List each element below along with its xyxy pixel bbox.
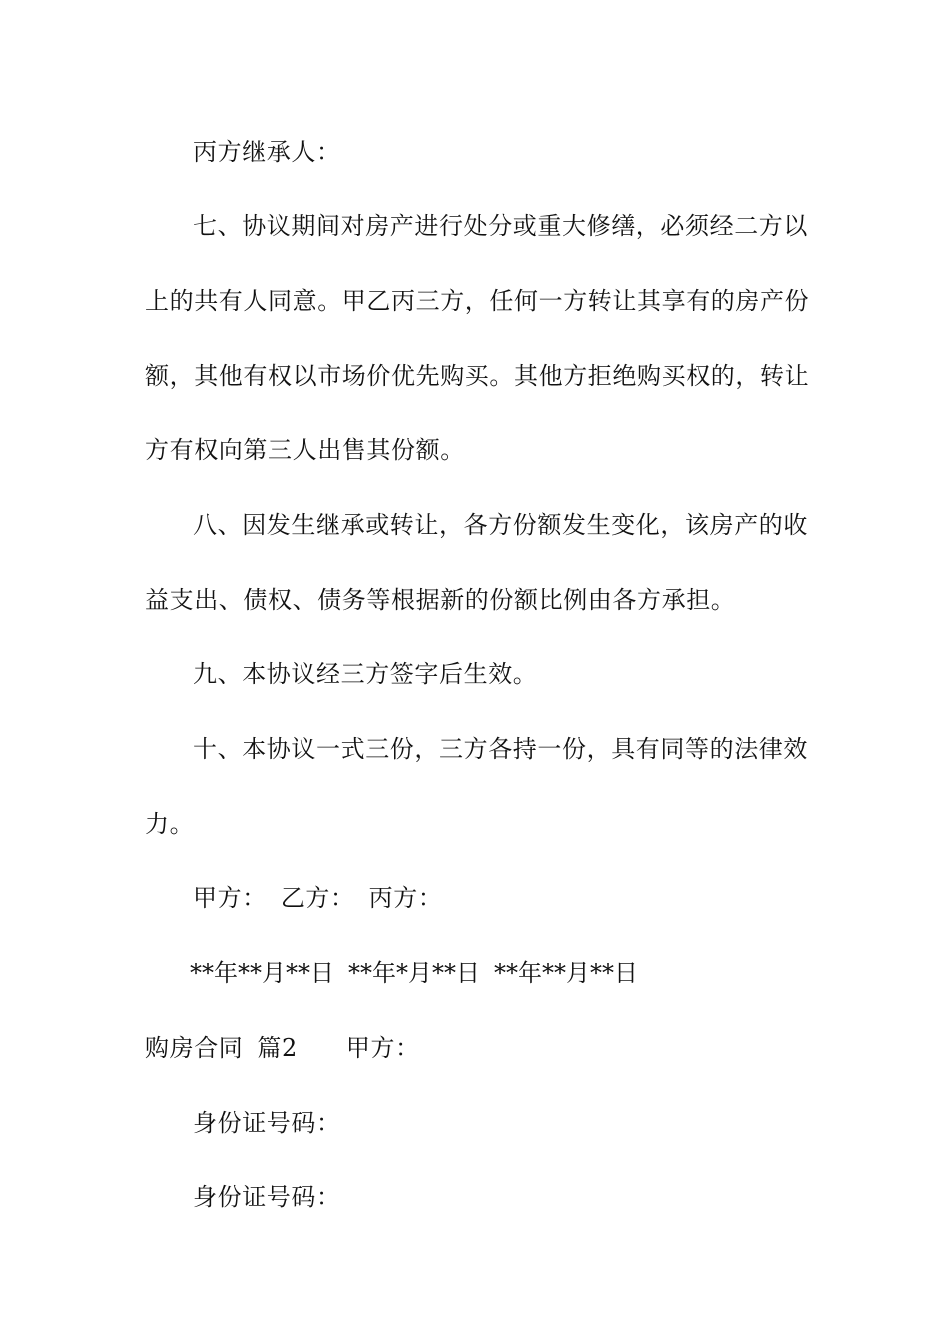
- section-title: 购房合同: [145, 1034, 244, 1062]
- section-party-a: 甲方：: [345, 1034, 420, 1062]
- paragraph-line: 上的共有人同意。甲乙丙三方，任何一方转让其享有的房产份: [145, 287, 810, 315]
- date-line: [190, 958, 638, 988]
- paragraph-line: 十、本协议一式三份，三方各持一份，具有同等的法律效: [193, 735, 808, 763]
- paragraph-line: 力。: [145, 810, 195, 838]
- paragraph-line: 七、协议期间对房产进行处分或重大修缮，必须经二方以: [193, 212, 808, 240]
- paragraph-line: 丙方继承人：: [193, 138, 341, 166]
- party-c-signature: 丙方：: [368, 884, 443, 912]
- signature-line: [193, 883, 442, 913]
- party-a-signature: 甲方：: [193, 884, 267, 912]
- paragraph-line: 九、本协议经三方签字后生效。: [193, 660, 538, 688]
- section-heading-line: [145, 1033, 420, 1063]
- paragraph-line: 额，其他有权以市场价优先购买。其他方拒绝购买权的，转让: [145, 362, 810, 390]
- paragraph-line: 八、因发生继承或转让，各方份额发生变化，该房产的收: [193, 511, 808, 539]
- date-a: **年**月**日: [190, 959, 334, 987]
- paragraph-line: 方有权向第三人出售其份额。: [145, 436, 465, 464]
- paragraph-line: 益支出、债权、债务等根据新的份额比例由各方承担。: [145, 586, 736, 614]
- date-b: **年*月**日: [348, 959, 480, 987]
- section-number: 篇2: [257, 1034, 298, 1062]
- id-number-line: 身份证号码：: [193, 1109, 341, 1137]
- id-number-line: 身份证号码：: [193, 1183, 341, 1211]
- date-c: **年**月**日: [494, 959, 638, 987]
- party-b-signature: 乙方：: [280, 884, 355, 912]
